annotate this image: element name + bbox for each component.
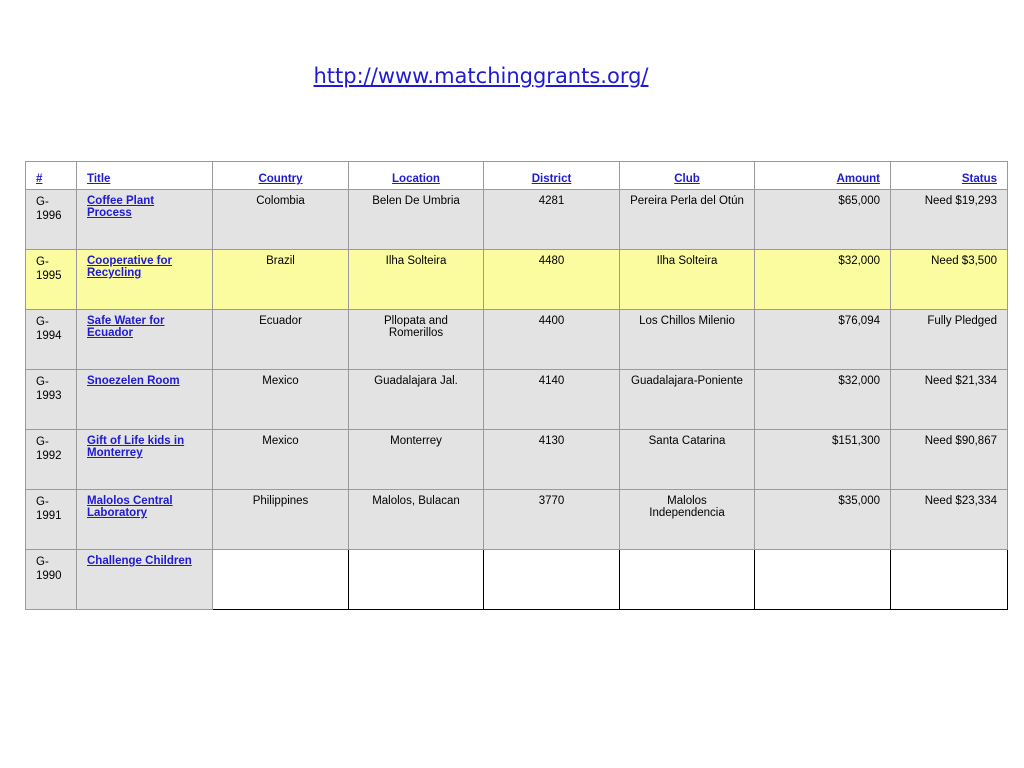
- grant-location: [349, 550, 484, 610]
- grant-status: [891, 550, 1008, 610]
- column-header-status-link[interactable]: Status: [961, 173, 997, 185]
- grant-club: [620, 550, 755, 610]
- table-row: [26, 490, 1008, 550]
- grant-title-link[interactable]: Safe Water for Ecuador: [87, 315, 165, 339]
- grant-title-link[interactable]: Gift of Life kids in Monterrey: [87, 435, 185, 459]
- matchinggrants-url[interactable]: http://www.matchinggrants.org/: [313, 64, 649, 88]
- table-row: [26, 190, 1008, 250]
- column-header-amount[interactable]: [755, 162, 891, 190]
- page-url-link[interactable]: [0, 64, 962, 88]
- grant-country: Philippines: [213, 490, 349, 550]
- grant-title-cell: [77, 550, 213, 610]
- grant-amount: $32,000: [755, 370, 891, 430]
- grant-number: G-1993: [26, 370, 77, 430]
- table-row: [26, 550, 1008, 610]
- grant-status: Need $90,867: [891, 430, 1008, 490]
- grant-amount: $151,300: [755, 430, 891, 490]
- grant-district: 4480: [484, 250, 620, 310]
- grant-district: [484, 550, 620, 610]
- grant-district: 3770: [484, 490, 620, 550]
- grants-table: [25, 161, 1008, 610]
- grant-number: G-1991: [26, 490, 77, 550]
- grant-club: Santa Catarina: [620, 430, 755, 490]
- grant-status: Fully Pledged: [891, 310, 1008, 370]
- grant-amount: $65,000: [755, 190, 891, 250]
- grant-location: Ilha Solteira: [349, 250, 484, 310]
- grant-title-cell: [77, 310, 213, 370]
- grant-location: Malolos, Bulacan: [349, 490, 484, 550]
- grant-status: Need $19,293: [891, 190, 1008, 250]
- grant-number: G-1992: [26, 430, 77, 490]
- grant-title-link[interactable]: Challenge Children: [87, 555, 192, 567]
- grant-amount: [755, 550, 891, 610]
- grant-title-cell: [77, 250, 213, 310]
- grant-club: Los Chillos Milenio: [620, 310, 755, 370]
- grant-location: Belen De Umbria: [349, 190, 484, 250]
- grant-number: G-1995: [26, 250, 77, 310]
- column-header-location-link[interactable]: Location: [392, 173, 440, 185]
- column-header-amount-link[interactable]: Amount: [836, 173, 880, 185]
- grant-district: 4140: [484, 370, 620, 430]
- grant-title-cell: [77, 370, 213, 430]
- grant-location: Pllopata and Romerillos: [349, 310, 484, 370]
- column-header-number-link[interactable]: #: [36, 173, 43, 185]
- grant-club: Pereira Perla del Otún: [620, 190, 755, 250]
- grant-district: 4281: [484, 190, 620, 250]
- grant-district: 4400: [484, 310, 620, 370]
- grant-status: Need $21,334: [891, 370, 1008, 430]
- grant-country: Colombia: [213, 190, 349, 250]
- table-header-row: [26, 162, 1008, 190]
- column-header-club-link[interactable]: Club: [674, 173, 700, 185]
- grant-number: G-1996: [26, 190, 77, 250]
- grant-title-link[interactable]: Coffee Plant Process: [87, 195, 155, 219]
- column-header-number[interactable]: [26, 162, 77, 190]
- grant-status: Need $3,500: [891, 250, 1008, 310]
- grant-club: Guadalajara-Poniente: [620, 370, 755, 430]
- grant-club: Malolos Independencia: [620, 490, 755, 550]
- grant-location: Guadalajara Jal.: [349, 370, 484, 430]
- grant-title-cell: [77, 490, 213, 550]
- grant-country: [213, 550, 349, 610]
- grant-amount: $76,094: [755, 310, 891, 370]
- grant-number: G-1994: [26, 310, 77, 370]
- grant-country: Ecuador: [213, 310, 349, 370]
- grant-club: Ilha Solteira: [620, 250, 755, 310]
- grant-number: G-1990: [26, 550, 77, 610]
- column-header-title[interactable]: [77, 162, 213, 190]
- column-header-title-link[interactable]: Title: [87, 173, 111, 185]
- column-header-country-link[interactable]: Country: [258, 173, 303, 185]
- grant-title-cell: [77, 190, 213, 250]
- grant-status: Need $23,334: [891, 490, 1008, 550]
- column-header-club[interactable]: [620, 162, 755, 190]
- table-row: [26, 310, 1008, 370]
- column-header-status[interactable]: [891, 162, 1008, 190]
- grant-amount: $32,000: [755, 250, 891, 310]
- table-row: [26, 370, 1008, 430]
- column-header-country[interactable]: [213, 162, 349, 190]
- column-header-district[interactable]: [484, 162, 620, 190]
- table-row: [26, 430, 1008, 490]
- grant-country: Mexico: [213, 370, 349, 430]
- grant-location: Monterrey: [349, 430, 484, 490]
- grant-country: Brazil: [213, 250, 349, 310]
- grant-amount: $35,000: [755, 490, 891, 550]
- table-row: [26, 250, 1008, 310]
- grant-title-link[interactable]: Snoezelen Room: [87, 375, 180, 387]
- grant-title-link[interactable]: Cooperative for Recycling: [87, 255, 172, 279]
- column-header-location[interactable]: [349, 162, 484, 190]
- grant-title-link[interactable]: Malolos Central Laboratory: [87, 495, 173, 519]
- grant-title-cell: [77, 430, 213, 490]
- grant-district: 4130: [484, 430, 620, 490]
- column-header-district-link[interactable]: District: [531, 173, 572, 185]
- grant-country: Mexico: [213, 430, 349, 490]
